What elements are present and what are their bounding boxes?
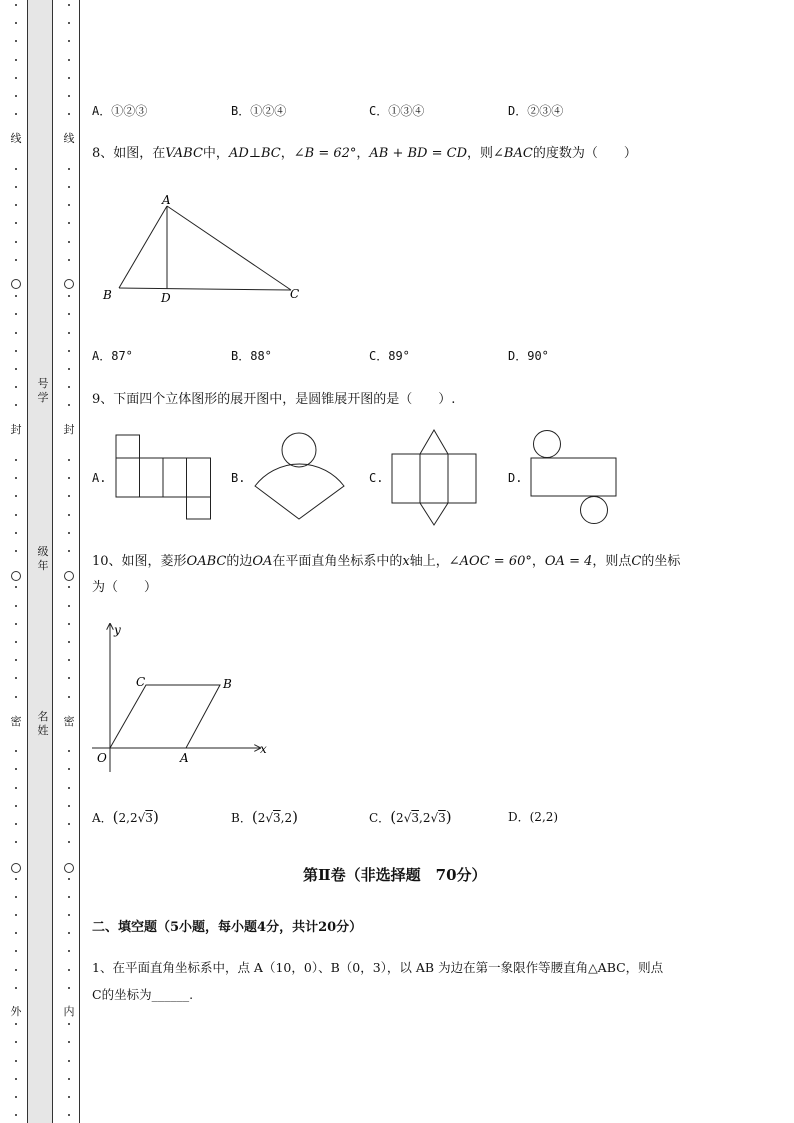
binding-dot [68, 40, 70, 42]
binding-dot [68, 22, 70, 24]
right-margin-char-xian: 线 [63, 132, 75, 145]
fill1-question-line2: C的坐标为______. [92, 987, 194, 1002]
binding-dot [15, 605, 17, 607]
left-margin-char-feng: 封 [10, 423, 22, 436]
binding-dot [68, 77, 70, 79]
binding-dot [68, 259, 70, 261]
binding-dot [15, 313, 17, 315]
binding-dot [15, 1023, 17, 1025]
q10-rhombus-coordinate-figure [90, 616, 280, 776]
binding-dot [68, 605, 70, 607]
binding-dot [68, 586, 70, 588]
binding-dot [15, 1096, 17, 1098]
binding-dot [15, 768, 17, 770]
binding-dot [15, 477, 17, 479]
binding-dot [68, 1041, 70, 1043]
binding-dot [15, 495, 17, 497]
q8-label-c: C [290, 287, 300, 301]
binding-dot [15, 841, 17, 843]
binding-dot [68, 477, 70, 479]
binding-dot [15, 550, 17, 552]
binding-dot [68, 59, 70, 61]
q10-label-o: O [97, 751, 107, 765]
binding-dot [15, 259, 17, 261]
q9-option-b-label: B. [231, 471, 246, 485]
binding-dot [68, 1096, 70, 1098]
right-margin-char-mi: 密 [63, 715, 75, 728]
q10-option-d: D．(2,2) [508, 810, 559, 824]
binding-circle [64, 279, 74, 289]
q9-option-a-label: A. [92, 471, 107, 485]
binding-dot [68, 1060, 70, 1062]
q9-cone-net-figure [252, 430, 348, 524]
binding-dot [15, 1114, 17, 1116]
binding-dot [68, 641, 70, 643]
q10-option-c: C．(2√3,2√3) [369, 808, 452, 826]
left-margin-char-wai: 外 [10, 1005, 22, 1018]
left-margin-char-mi: 密 [10, 715, 22, 728]
binding-dot [68, 932, 70, 934]
q7-option-c: C．①③④ [369, 104, 425, 118]
binding-dot [68, 404, 70, 406]
left-margin-char-xian: 线 [10, 132, 22, 145]
binding-dot [68, 659, 70, 661]
binding-dot [68, 1114, 70, 1116]
right-margin-char-nei: 内 [63, 1005, 75, 1018]
binding-dot [15, 204, 17, 206]
q8-question-text: 8、如图，在VABC中，AD⊥BC，∠B = 62°，AB + BD = CD，则∠BAC的度数为（ ） [92, 146, 637, 161]
binding-circle [64, 863, 74, 873]
q8-option-b: B．88° [231, 349, 272, 363]
binding-dot [68, 368, 70, 370]
binding-dot [15, 750, 17, 752]
binding-dot [15, 586, 17, 588]
binding-dot [15, 969, 17, 971]
binding-dot [15, 77, 17, 79]
binding-dot [68, 332, 70, 334]
binding-dot [15, 386, 17, 388]
binding-dot [15, 459, 17, 461]
right-dot-column [63, 0, 75, 1123]
binding-dot [15, 532, 17, 534]
binding-dot [15, 641, 17, 643]
binding-dot [68, 805, 70, 807]
binding-dot [68, 4, 70, 6]
binding-dot [15, 59, 17, 61]
binding-dot [68, 823, 70, 825]
section2-title: 二、填空题（5小题，每小题4分，共计20分） [92, 920, 363, 935]
binding-dot [68, 204, 70, 206]
binding-dot [15, 696, 17, 698]
q10-label-b: B [223, 677, 232, 691]
q9-question-text: 9、下面四个立体图形的展开图中，是圆锥展开图的是（ ）. [92, 392, 456, 407]
binding-dot [15, 878, 17, 880]
q10-option-a: A．(2,2√3) [92, 808, 159, 826]
q7-option-a: A．①②③ [92, 104, 148, 118]
q10-label-x: x [260, 742, 267, 756]
margin-border-line [79, 0, 80, 1123]
binding-dot [68, 768, 70, 770]
binding-dot [68, 987, 70, 989]
q9-cylinder-net-figure [528, 428, 620, 528]
binding-dot [68, 350, 70, 352]
binding-dot [68, 696, 70, 698]
binding-dot [15, 332, 17, 334]
q9-option-d-label: D. [508, 471, 523, 485]
binding-dot [68, 241, 70, 243]
left-dot-column [10, 0, 22, 1123]
binding-dot [68, 677, 70, 679]
q10-option-b: B．(2√3,2) [231, 808, 298, 826]
binding-dot [68, 896, 70, 898]
binding-circle [11, 279, 21, 289]
binding-dot [68, 1078, 70, 1080]
q8-triangle-figure [95, 192, 315, 307]
binding-dot [68, 295, 70, 297]
binding-dot [68, 386, 70, 388]
binding-dot [15, 677, 17, 679]
binding-circle [11, 863, 21, 873]
q9-option-c-label: C. [369, 471, 384, 485]
binding-dot [68, 950, 70, 952]
q7-option-d: D．②③④ [508, 104, 564, 118]
binding-dot [15, 186, 17, 188]
q10-question-text-line1: 10、如图，菱形OABC的边OA在平面直角坐标系中的x轴上，∠AOC = 60°，OA = 4，则点C的坐标 [92, 554, 681, 569]
q7-option-b: B．①②④ [231, 104, 287, 118]
right-margin-char-feng: 封 [63, 423, 75, 436]
binding-circle [11, 571, 21, 581]
binding-dot [15, 404, 17, 406]
binding-dot [15, 950, 17, 952]
binding-dot [15, 295, 17, 297]
q10-label-y: y [114, 623, 121, 637]
binding-dot [68, 623, 70, 625]
binding-circle [64, 571, 74, 581]
binding-dot [15, 368, 17, 370]
binding-dot [15, 95, 17, 97]
binding-dot [68, 95, 70, 97]
q8-label-b: B [103, 288, 112, 302]
binding-dot [15, 350, 17, 352]
binding-dot [68, 787, 70, 789]
binding-dot [68, 878, 70, 880]
binding-dot [68, 168, 70, 170]
q10-label-c: C [136, 675, 146, 689]
binding-dot [15, 932, 17, 934]
binding-dot [15, 623, 17, 625]
q8-label-d: D [161, 291, 171, 305]
binding-dot [15, 1060, 17, 1062]
binding-dot [68, 113, 70, 115]
binding-dot [15, 823, 17, 825]
binding-dot [68, 969, 70, 971]
q8-option-a: A．87° [92, 349, 133, 363]
binding-dot [15, 914, 17, 916]
binding-dot [68, 841, 70, 843]
binding-dot [68, 186, 70, 188]
binding-dot [15, 896, 17, 898]
binding-dot [68, 532, 70, 534]
binding-dot [68, 1023, 70, 1025]
binding-dot [68, 495, 70, 497]
binding-dot [15, 4, 17, 6]
binding-dot [15, 805, 17, 807]
binding-dot [15, 222, 17, 224]
strip-label-student-id: 号学 [37, 377, 49, 404]
binding-dot [68, 914, 70, 916]
strip-label-grade: 级年 [37, 545, 49, 572]
binding-dot [68, 459, 70, 461]
binding-dot [15, 241, 17, 243]
binding-dot [15, 113, 17, 115]
q10-label-a: A [180, 751, 189, 765]
binding-dot [68, 313, 70, 315]
q8-option-c: C．89° [369, 349, 410, 363]
binding-dot [15, 168, 17, 170]
strip-label-name: 名姓 [37, 710, 49, 737]
binding-dot [15, 514, 17, 516]
binding-dot [68, 514, 70, 516]
q9-cube-net-figure [115, 434, 215, 522]
binding-dot [68, 750, 70, 752]
binding-dot [15, 1078, 17, 1080]
q8-option-d: D．90° [508, 349, 549, 363]
binding-dot [15, 987, 17, 989]
binding-dot [15, 659, 17, 661]
q10-question-text-line2: 为（ ） [92, 580, 158, 595]
q9-prism-net-figure [390, 428, 480, 528]
fill1-question-line1: 1、在平面直角坐标系中，点 A（10，0）、B（0，3），以 AB 为边在第一象限作等腰直角△ABC，则点 [92, 960, 664, 975]
binding-dot [15, 22, 17, 24]
binding-dot [15, 787, 17, 789]
binding-dot [68, 550, 70, 552]
part2-title: 第Ⅱ卷（非选择题 70分） [303, 866, 487, 884]
binding-dot [15, 40, 17, 42]
binding-dot [68, 222, 70, 224]
binding-dot [15, 1041, 17, 1043]
q8-label-a: A [162, 193, 171, 207]
